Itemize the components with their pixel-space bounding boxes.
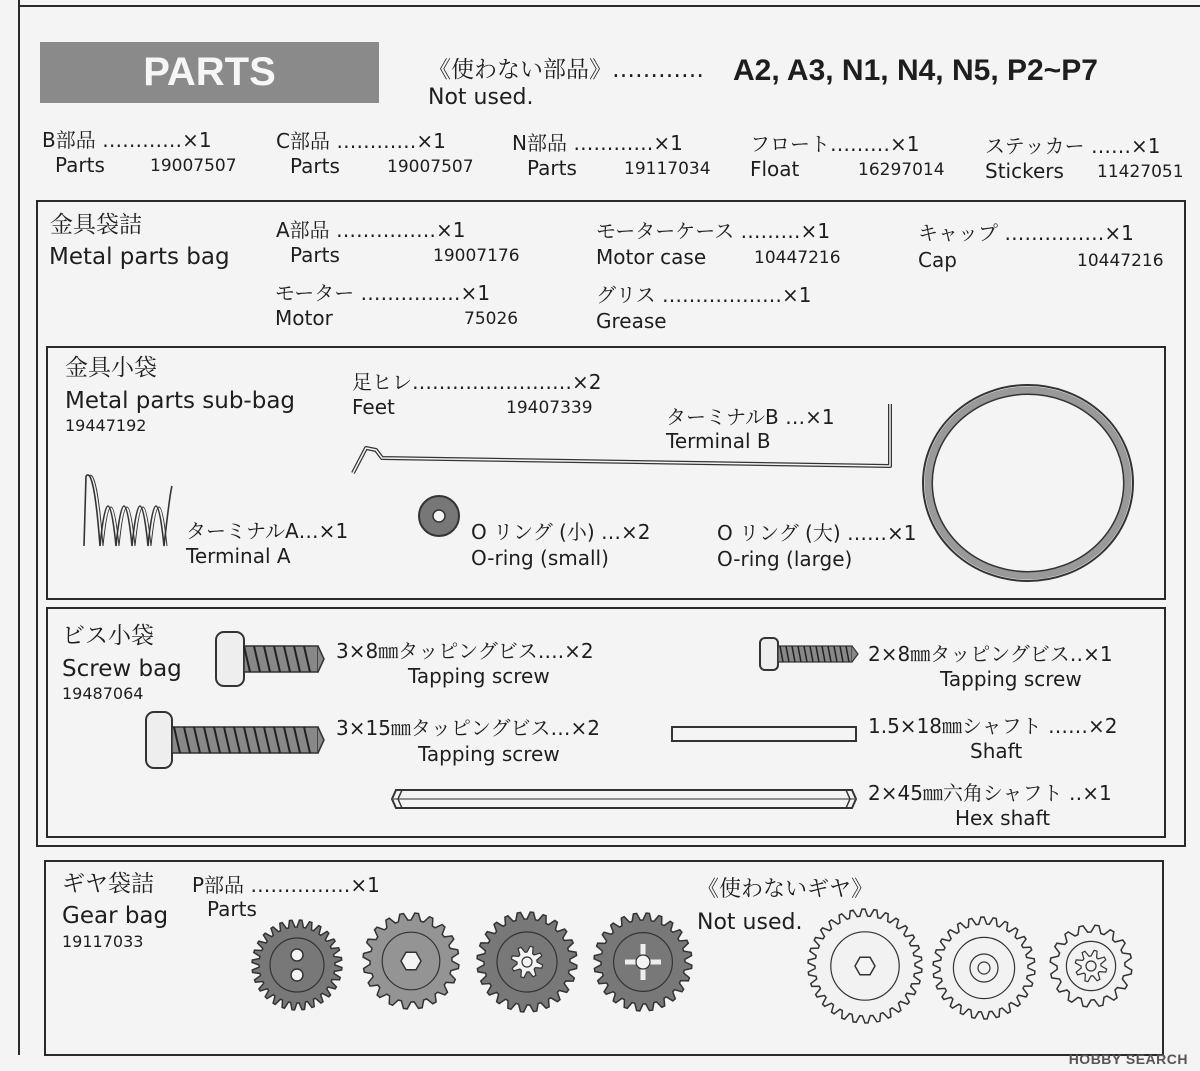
item-a-parts-label: A部品 ……………×1 [276,218,466,242]
gear-p-used-3-axle [522,957,532,967]
screw-3x15-name: Tapping screw [418,742,560,766]
part-code: 19007507 [387,157,474,177]
feet-code: 19407339 [506,398,593,418]
gear-p-used-2-hex-hub [401,952,421,969]
oring-large-label: O リング (大) ……×1 [717,521,917,545]
item-a-parts-name: Parts [290,243,340,267]
not-used-gear-title: 《使わないギヤ》 [697,877,874,902]
part-name: Parts [55,153,105,177]
terminal-b-label: ターミナルB …×1 [666,405,835,429]
gear-bag-code: 19117033 [62,932,144,951]
screw-2x8-name: Tapping screw [940,667,1082,691]
terminal-b-name: Terminal B [666,429,771,453]
not-used-en: Not used. [428,85,534,110]
motor-case-label: モーターケース ………×1 [596,219,831,243]
item-a-parts-code: 19007176 [433,246,520,266]
parts-banner: PARTS [40,42,379,103]
hex-shaft-name: Hex shaft [955,806,1051,830]
motor-name: Motor [275,306,333,330]
part-name: Float [750,157,800,181]
metal-bag-title-jp: 金具袋詰 [50,212,142,238]
sub-bag-code: 19447192 [65,416,147,435]
not-used-list: A2, A3, N1, N4, N5, P2~P7 [733,54,1098,87]
feet-label: 足ヒレ……………………×2 [352,370,602,394]
motor-label: モーター ……………×1 [275,281,491,305]
grease-label: グリス ………………×1 [596,283,812,307]
part-label: B部品 …………×1 [42,128,212,152]
gear-part-name: Parts [207,897,257,921]
screw-bag-title-en: Screw bag [62,656,182,682]
gear-part-label: P部品 ……………×1 [192,873,380,897]
oring-small-name: O-ring (small) [471,546,609,570]
gear-p-used-1-hole-2 [291,969,303,981]
not-used-title: 《使わない部品》………… [428,57,704,83]
gear-bag-title-jp: ギヤ袋詰 [62,871,154,897]
part-label: C部品 …………×1 [276,129,446,153]
screw-3x8-label: 3×8㎜タッピングビス….×2 [336,639,594,663]
terminal-a-name: Terminal A [186,544,291,568]
watermark: HOBBY SEARCH [1068,1051,1188,1067]
grease-name: Grease [596,309,667,333]
cap-label: キャップ ……………×1 [918,221,1134,245]
part-label: ステッカー ……×1 [985,134,1161,158]
part-name: Stickers [985,159,1064,183]
sub-bag-title-en: Metal parts sub-bag [65,388,296,414]
gear-not-used-1-hex-hub [855,957,875,974]
screw-bag-title-jp: ビス小袋 [62,623,154,649]
part-code: 19007507 [150,156,237,176]
metal-bag-title-en: Metal parts bag [49,244,230,270]
motor-code: 75026 [464,309,519,329]
screw-bag-code: 19487064 [62,684,144,703]
oring-large-name: O-ring (large) [717,547,853,571]
screw-2x8-label: 2×8㎜タッピングビス‥×1 [868,642,1113,666]
part-code: 19117034 [624,159,711,179]
gear-p-used-1 [252,920,342,1010]
part-name: Parts [527,156,577,180]
screw-3x8-name: Tapping screw [408,664,550,688]
part-label: N部品 …………×1 [512,131,683,155]
not-used-gear-en: Not used. [697,910,803,935]
motor-case-name: Motor case [596,245,707,269]
motor-case-code: 10447216 [754,248,841,268]
cap-code: 10447216 [1077,251,1164,271]
sub-bag-title-jp: 金具小袋 [65,355,157,381]
shaft-1.5x18-name: Shaft [970,739,1023,763]
terminal-a-label: ターミナルA…×1 [186,519,349,543]
gear-not-used-2-axle [978,962,990,974]
screw-3x15-label: 3×15㎜タッピングビス…×2 [336,716,601,740]
part-label: フロート………×1 [750,132,920,156]
part-code: 11427051 [1097,162,1184,182]
shaft-1.5x18-label: 1.5×18㎜シャフト ……×2 [868,714,1118,738]
part-code: 16297014 [858,160,945,180]
feet-name: Feet [352,395,395,419]
cap-name: Cap [918,248,957,272]
gear-p-used-1-hole-1 [291,949,303,961]
gear-not-used-3-axle [1086,961,1096,971]
gear-bag-title-en: Gear bag [62,903,169,929]
hex-shaft-label: 2×45㎜六角シャフト ‥×1 [868,781,1112,805]
oring-small-label: O リング (小) …×2 [471,520,651,544]
gear-p-used-4-axle [636,955,650,969]
part-name: Parts [290,154,340,178]
